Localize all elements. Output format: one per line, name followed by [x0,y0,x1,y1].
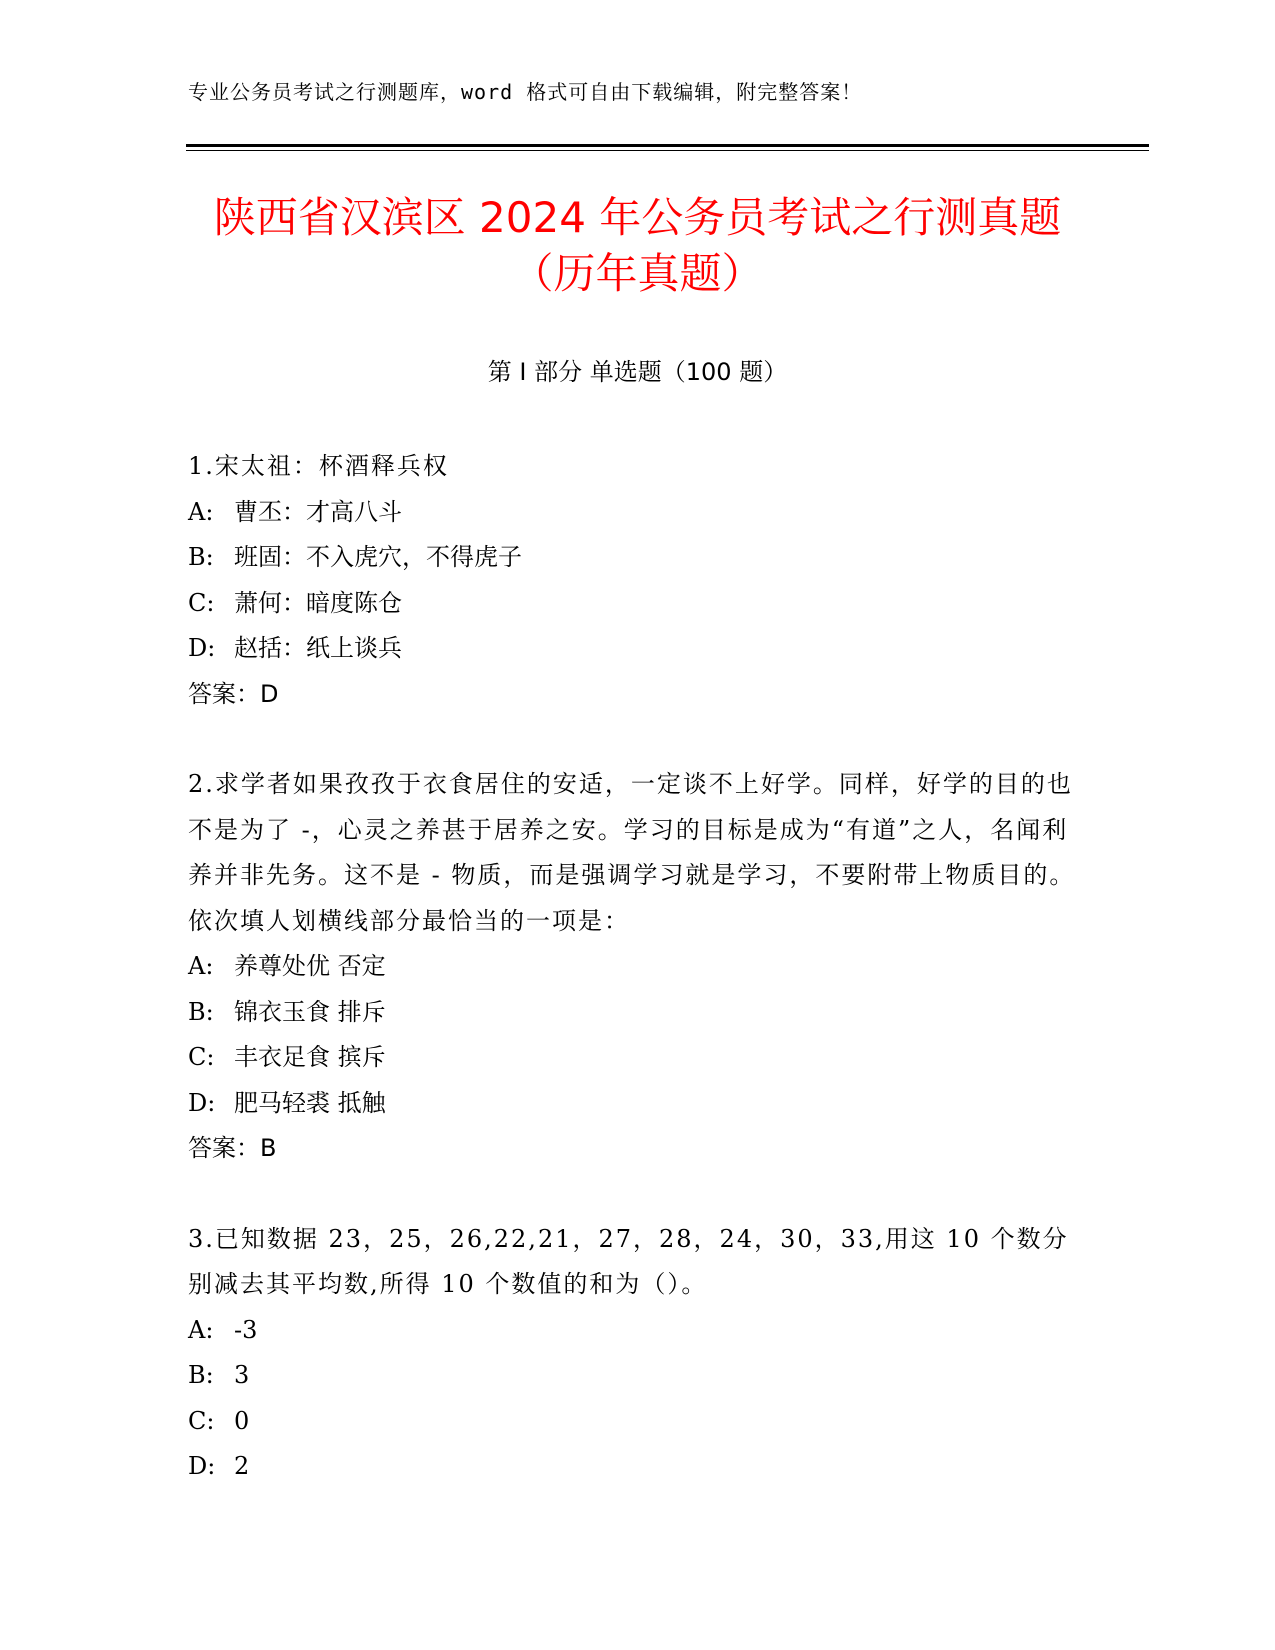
option-text: 丰衣足食 摈斥 [234,1043,386,1071]
title-line-2: （历年真题） [511,249,764,298]
option-letter: C: [188,1043,215,1071]
option-b [188,535,1088,581]
option-text: 班固：不入虎穴，不得虎子 [234,543,522,571]
answer: 答案：D [188,679,279,708]
option-text: 养尊处优 否定 [234,952,386,980]
option-letter: D: [188,634,216,662]
option-text: 0 [234,1406,250,1435]
question-3 [188,1217,1088,1490]
option-a [188,1308,1088,1354]
option-text: 赵括：纸上谈兵 [234,634,402,662]
option-b [188,990,1088,1036]
header-divider-thin [186,150,1149,151]
option-text: 2 [234,1452,250,1480]
option-c [188,1035,1088,1081]
option-letter: D: [188,1452,216,1480]
option-a [188,944,1088,990]
question-stem: 3.已知数据 23，25，26,22,21，27，28，24，30，33,用这 10 个数分别减去其平均数,所得 10 个数值的和为（）。 [188,1224,1069,1298]
document-title [0,190,1275,302]
option-letter: A: [188,1315,214,1344]
option-letter: C: [188,588,215,617]
option-letter: A: [188,952,214,980]
option-letter: B: [188,543,214,571]
question-stem: 1.宋太祖：杯酒释兵权 [188,452,449,480]
option-text: 锦衣玉食 排斥 [234,997,386,1026]
header-divider-thick [186,144,1149,147]
option-letter: B: [188,1361,214,1389]
option-d [188,1081,1088,1127]
option-text: 3 [234,1361,250,1389]
question-2 [188,762,1088,1172]
question-list [188,444,1088,1535]
question-1 [188,444,1088,717]
question-stem: 2.求学者如果孜孜于衣食居住的安适，一定谈不上好学。同样，好学的目的也不是为了 -，心灵之养甚于居养之安。学习的目标是成为“有道”之人，名闻利养并非先务。这不是 - 物质，而是强调学习就是学习，不要附带上物质目的。依次填人划横线部分最恰当的一项是： [188,770,1076,935]
option-text: 肥马轻裘 抵触 [234,1088,386,1117]
option-b [188,1353,1088,1399]
option-text: 曹丕：才高八斗 [234,497,402,526]
option-letter: A: [188,497,214,526]
header-note: 专业公务员考试之行测题库，word 格式可自由下载编辑，附完整答案！ [188,80,863,104]
option-d [188,1444,1088,1490]
option-letter: D: [188,1088,216,1117]
option-letter: B: [188,997,214,1026]
option-d [188,626,1088,672]
title-line-1: 陕西省汉滨区 2024 年公务员考试之行测真题 [213,193,1062,242]
answer: 答案：B [188,1134,277,1162]
option-c [188,1399,1088,1445]
section-heading: 第 I 部分 单选题（100 题） [487,358,788,386]
option-letter: C: [188,1406,215,1435]
option-a [188,490,1088,536]
option-text: 萧何：暗度陈仓 [234,588,402,617]
option-c [188,581,1088,627]
option-text: -3 [234,1315,258,1344]
